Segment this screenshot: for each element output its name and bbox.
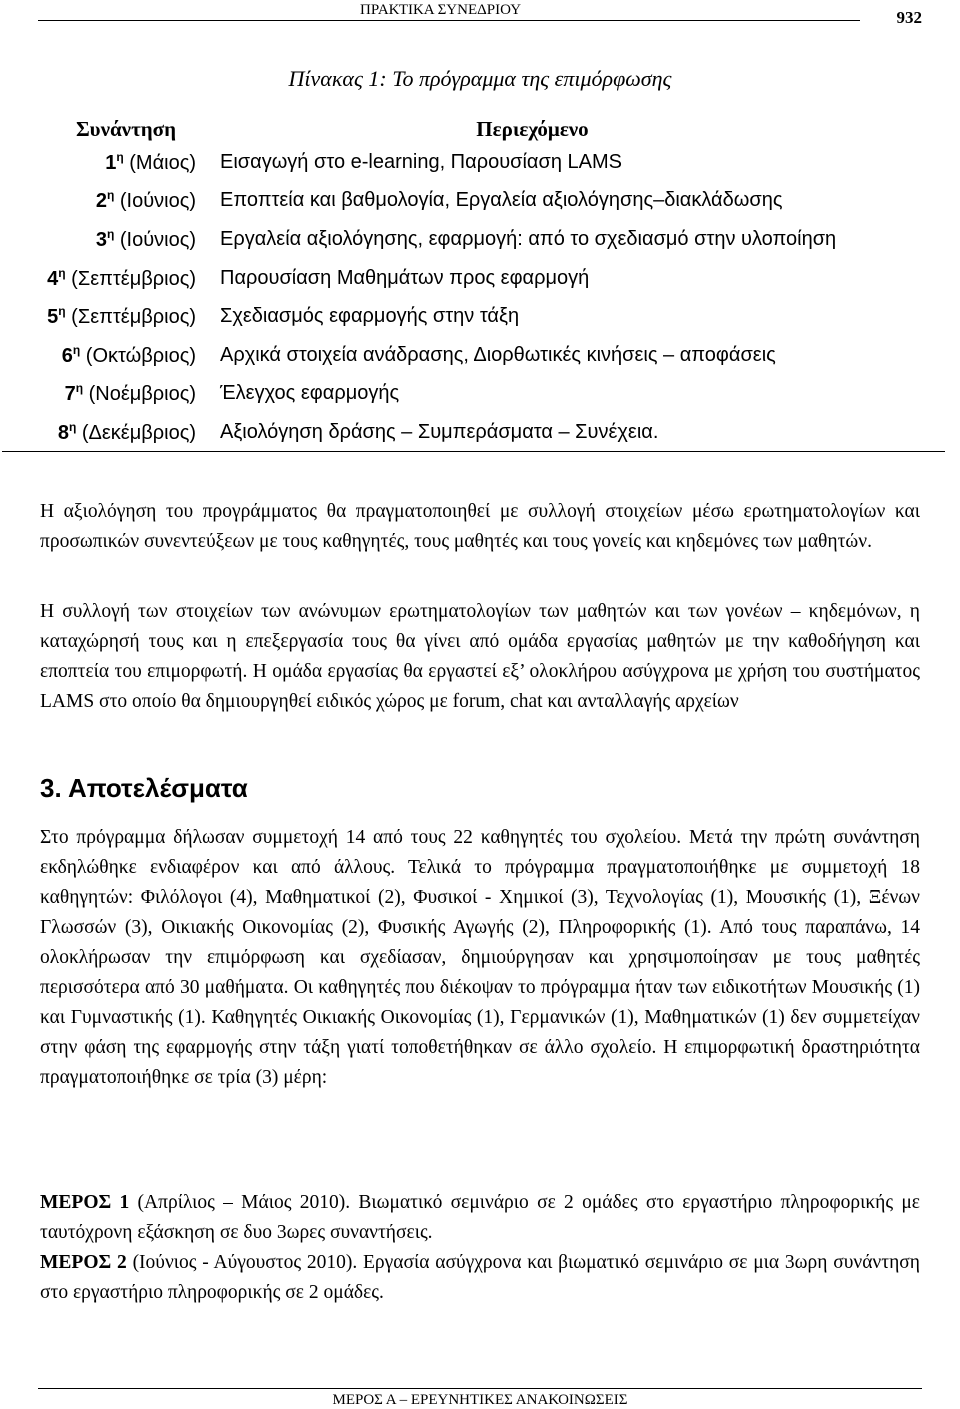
content-cell: Εργαλεία αξιολόγησης, εφαρμογή: από το σχεδιασμό στην υλοποίηση — [220, 227, 837, 250]
content-cell: Εισαγωγή στο e-learning, Παρουσίαση LAMS — [220, 150, 622, 173]
meeting-number: 7 — [64, 383, 76, 406]
meeting-number: 1 — [105, 151, 117, 174]
meeting-month: (Μάιος) — [123, 151, 196, 174]
table-row — [2, 220, 945, 259]
header-rule — [38, 20, 860, 21]
ordinal-suffix: η — [116, 149, 124, 164]
part-2-label: ΜΕΡΟΣ 2 — [40, 1252, 127, 1273]
meeting-number: 6 — [61, 344, 73, 367]
page-footer: ΜΕΡΟΣ Α – ΕΡΕΥΝΗΤΙΚΕΣ ΑΝΑΚΟΙΝΩΣΕΙΣ — [332, 1392, 628, 1408]
ordinal-suffix: η — [58, 304, 66, 319]
meeting-month: (Νοέμβριος) — [83, 383, 196, 406]
ordinal-suffix: η — [75, 381, 84, 396]
meeting-cell — [2, 336, 220, 375]
ordinal-suffix: η — [58, 265, 66, 280]
table-row — [2, 259, 945, 298]
meeting-month: (Σεπτέμβριος) — [65, 306, 196, 329]
paragraph-part-2 — [40, 1248, 920, 1308]
paragraph-data-collection: Η συλλογή των στοιχείων των ανώνυμων ερωτηματολογίων των μαθητών και των γονέων ‒ κηδεμόνων, η καταχώρησή τους και η επεξεργασία τους θα γίνει από ομάδα εργασίας μαθητών με την καθοδήγηση και εποπτεία του επιμορφωτή. Η ομάδα εργασίας θα εργαστεί εξ’ ολοκλήρου ασύγχρονα με χρήση του συστήματος LAMS στο οποίο θα δημιουργηθεί ειδικός χώρος με forum, chat και ανταλλαγής αρχείων — [40, 601, 920, 712]
meeting-number: 2 — [95, 190, 107, 213]
meeting-number: 5 — [47, 306, 59, 329]
meeting-cell — [2, 259, 220, 298]
part-1-text: (Απρίλιος ‒ Μάιος 2010). Βιωματικό σεμινάριο σε 2 ομάδες στο εργαστήριο πληροφορικής με ταυτόχρονη εξάσκηση σε δυο 3ωρες συναντήσεις. — [40, 1192, 920, 1243]
table-row — [2, 336, 945, 375]
paragraph-part-1 — [40, 1188, 920, 1248]
column-header-content: Περιεχόμενο — [476, 117, 589, 141]
column-header-meeting: Συνάντηση — [75, 117, 177, 141]
meeting-cell — [2, 220, 220, 259]
meeting-cell — [2, 143, 220, 182]
content-cell: Έλεγχος εφαρμογής — [220, 382, 400, 405]
section-heading-results: 3. Αποτελέσματα — [40, 773, 248, 803]
ordinal-suffix: η — [106, 188, 115, 203]
content-cell: Σχεδιασμός εφαρμογής στην τάξη — [220, 305, 520, 328]
meeting-number: 8 — [57, 421, 69, 444]
meeting-number: 4 — [47, 267, 59, 290]
meeting-month: (Οκτώβριος) — [80, 344, 196, 367]
meeting-number: 3 — [95, 228, 107, 251]
paragraph-evaluation: Η αξιολόγηση του προγράμματος θα πραγματοποιηθεί με συλλογή στοιχείων μέσω ερωτηματολογίων και προσωπικών συνεντεύξεων με τους καθηγητές, τους μαθητές και τους γονείς και κηδεμόνες των μαθητών. — [40, 501, 920, 552]
content-cell: Παρουσίαση Μαθημάτων προς εφαρμογή — [220, 266, 590, 289]
meeting-month: (Ιούνιος) — [114, 190, 196, 213]
table-header-row — [2, 111, 945, 143]
footer-rule — [38, 1388, 922, 1389]
meeting-month: (Δεκέμβριος) — [76, 421, 196, 444]
content-cell: Αξιολόγηση δράσης ‒ Συμπεράσματα ‒ Συνέχεια. — [220, 420, 659, 443]
caption-label: Πίνακας 1: — [288, 66, 387, 91]
meeting-cell — [2, 297, 220, 336]
ordinal-suffix: η — [106, 226, 115, 241]
content-cell: Εποπτεία και βαθμολογία, Εργαλεία αξιολόγησης‒διακλάδωσης — [220, 189, 783, 212]
page-header — [38, 0, 922, 27]
meeting-cell — [2, 413, 220, 452]
table-row — [2, 413, 945, 452]
part-1-label: ΜΕΡΟΣ 1 — [40, 1192, 130, 1213]
paragraph-results: Στο πρόγραμμα δήλωσαν συμμετοχή 14 από τους 22 καθηγητές του σχολείου. Μετά την πρώτη συνάντηση εκδηλώθηκε ενδιαφέρον και από άλλους. Τελικά το πρόγραμμα πραγματοποιήθηκε με συμμετοχή 18 καθηγητών: Φιλόλογοι (4), Μαθηματικοί (2), Φυσικοί - Χημικοί (3), Τεχνολογίας (1), Μουσικής (1), Ξένων Γλωσσών (3), Οικιακής Οικονομίας (2), Φυσικής Αγωγής (2), Πληροφορικής (1). Από τους παραπάνω, 14 ολοκλήρωσαν την επιμόρφωση και σχεδίασαν, δημιούργησαν και χρησιμοποίησαν με τους μαθητές περισσότερα από 30 μαθήματα. Οι καθηγητές που διέκοψαν το πρόγραμμα ήταν των ειδικοτήτων Μουσικής (1) και Γυμναστικής (1). Καθηγητές Οικιακής Οικονομίας (1), Γερμανικών (1), Μαθηματικών (1) δεν συμμετείχαν στην φάση της εφαρμογής στην τάξη γιατί τοποθετήθηκαν σε άλλο σχολείο. Η επιμορφωτική δραστηριότητα πραγματοποιήθηκε σε τρία (3) μέρη: — [40, 827, 920, 1088]
meeting-cell — [2, 375, 220, 414]
meeting-month: (Σεπτέμβριος) — [65, 267, 196, 290]
meeting-cell — [2, 182, 220, 221]
table-caption — [0, 66, 960, 92]
caption-text: Το πρόγραμμα της επιμόρφωσης — [386, 66, 672, 91]
ordinal-suffix: η — [68, 419, 77, 434]
table-row — [2, 182, 945, 221]
meeting-month: (Ιούνιος) — [114, 228, 196, 251]
table-row — [2, 375, 945, 414]
page-number: 932 — [896, 8, 922, 27]
ordinal-suffix: η — [72, 342, 81, 357]
table-row — [2, 143, 945, 182]
table-row — [2, 297, 945, 336]
schedule-table — [2, 111, 945, 452]
part-2-text: (Ιούνιος - Αύγουστος 2010). Εργασία ασύγχρονα και βιωματικό σεμινάριο σε μια 3ωρη συνάντηση στο εργαστήριο πληροφορικής σε 2 ομάδες. — [40, 1252, 920, 1303]
content-cell: Αρχικά στοιχεία ανάδρασης, Διορθωτικές κινήσεις ‒ αποφάσεις — [220, 343, 776, 366]
header-title: ΠΡΑΚΤΙΚΑ ΣΥΝΕΔΡΙΟΥ — [360, 2, 522, 18]
